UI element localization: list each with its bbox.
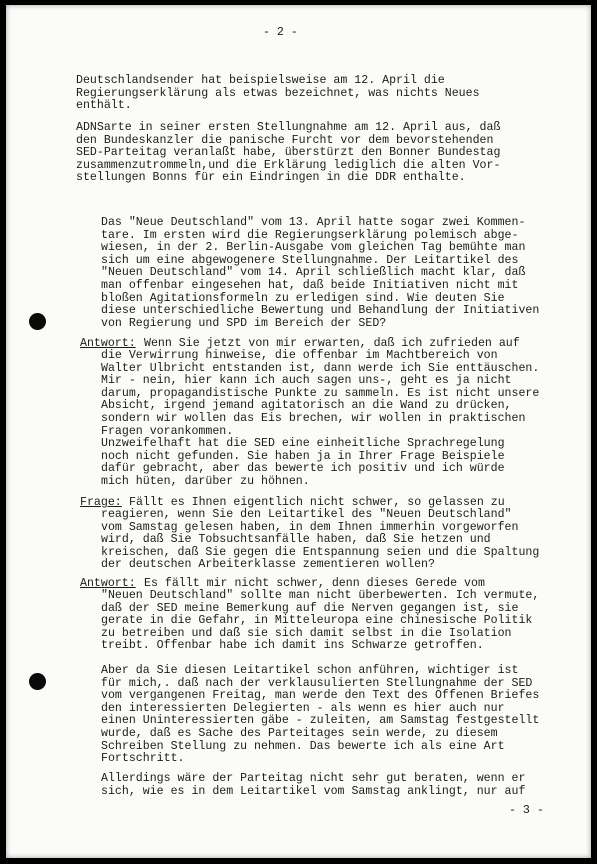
answer-2-first-line: Es fällt mir nicht schwer, denn dieses Gerede vom <box>144 577 485 590</box>
speaker-label-antwort-2: Antwort: <box>80 577 136 590</box>
document-page <box>6 5 591 858</box>
question-body: reagieren, wenn Sie den Leitartikel des "Neuen Deutschland" vom Samstag gelesen haben, in dem Ihnen immerhin vorgeworfen wird, daß Sie Tobsuchtsanfälle haben, daß Sie hetzen und kreischen, daß Sie gegen die Entspannung seien und die Spaltung der deutschen Arbeiterklasse zementieren wollen? <box>101 508 540 572</box>
next-page-marker: - 3 - <box>509 804 544 817</box>
speaker-label-frage: Frage: <box>80 496 122 509</box>
paragraph-leitartikel: Aber da Sie diesen Leitartikel schon anführen, wichtiger ist für mich,. daß nach der verklausulierten Stellungnahme der SED vom vergangenen Freitag, man werde den Text des Offenen Briefes den interessierten Delegierten - als wenn es hier auch nur einen Uninteressierten gäbe - zuleiten, am Samstag festgestellt wurde, daß es Sache des Parteitages sein werde, zu diesem Schreiben Stellung zu nehmen. Das bewerte ich als eine Art Fortschritt. <box>101 664 540 766</box>
page-number: - 2 - <box>263 26 298 39</box>
speaker-label-antwort-1: Antwort: <box>80 337 136 350</box>
punch-hole-upper <box>29 313 46 330</box>
paragraph-adn: ADNSarte in seiner ersten Stellungnahme am 12. April aus, daß den Bundeskanzler die panische Furcht vor dem bevorstehenden SED-Parteitag veranlaßt habe, überstürzt den Bonner Bundestag zusammenzutrommeln,und die Erklärung lediglich die alten Vor- stellungen Bonns für ein Eindringen in die DDR enthalte. <box>76 121 501 185</box>
answer-2-body: "Neuen Deutschland" sollte man nicht überbewerten. Ich vermute, daß der SED meine Bemerkung auf die Nerven gegangen ist, sie gerate in die Gefahr, in Mitteleuropa eine chinesische Politik zu betreiben und daß sie sich damit selbst in die Isolation treibt. Offenbar habe ich damit ins Schwarze getroffen. <box>101 589 540 653</box>
paragraph-parteitag: Allerdings wäre der Parteitag nicht sehr gut beraten, wenn er sich, wie es in dem Leitartikel vom Samstag anklingt, nur auf <box>101 772 526 798</box>
punch-hole-lower <box>29 673 46 690</box>
question-first-line: Fällt es Ihnen eigentlich nicht schwer, so gelassen zu <box>129 496 505 509</box>
answer-1-first-line: Wenn Sie jetzt von mir erwarten, daß ich zufrieden auf <box>144 337 520 350</box>
paragraph-deutschlandsender: Deutschlandsender hat beispielsweise am 12. April die Regierungserklärung als etwas bezeichnet, was nichts Neues enthält. <box>76 74 480 113</box>
paragraph-neues-deutschland: Das "Neue Deutschland" vom 13. April hatte sogar zwei Kommen- tare. Im ersten wird die Regierungserklärung polemisch abge- wiesen, in der 2. Berlin-Ausgabe vom gleichen Tag bemühte man sich um eine abgewogenere Stellungnahme. Der Leitartikel des "Neuen Deutschland" vom 14. April schließlich macht klar, daß man offenbar eingesehen hat, daß beide Initiativen nicht mit bloßen Agitationsformeln zu erledigen sind. Wie deuten Sie diese unterschiedliche Bewertung und Behandlung der Initiativen von Regierung und SPD im Bereich der SED? <box>101 216 540 330</box>
answer-1-body: die Verwirrung hinweise, die offenbar im Machtbereich von Walter Ulbricht entstanden ist, dann werde ich Sie enttäuschen. Mir - nein, hier kann ich auch sagen uns-, geht es ja nicht darum, propagandistische Punkte zu sammeln. Es ist nicht unsere Absicht, irgend jemand agitatorisch an die Wand zu drücken, sondern wir wollen das Eis brechen, wir wollen in praktischen Fragen vorankommen. Unzweifelhaft hat die SED eine einheitliche Sprachregelung noch nicht gefunden. Sie haben ja in Ihrer Frage Beispiele dafür gebracht, aber das bewerte ich positiv und ich würde mich hüten, darüber zu höhnen. <box>101 349 540 488</box>
